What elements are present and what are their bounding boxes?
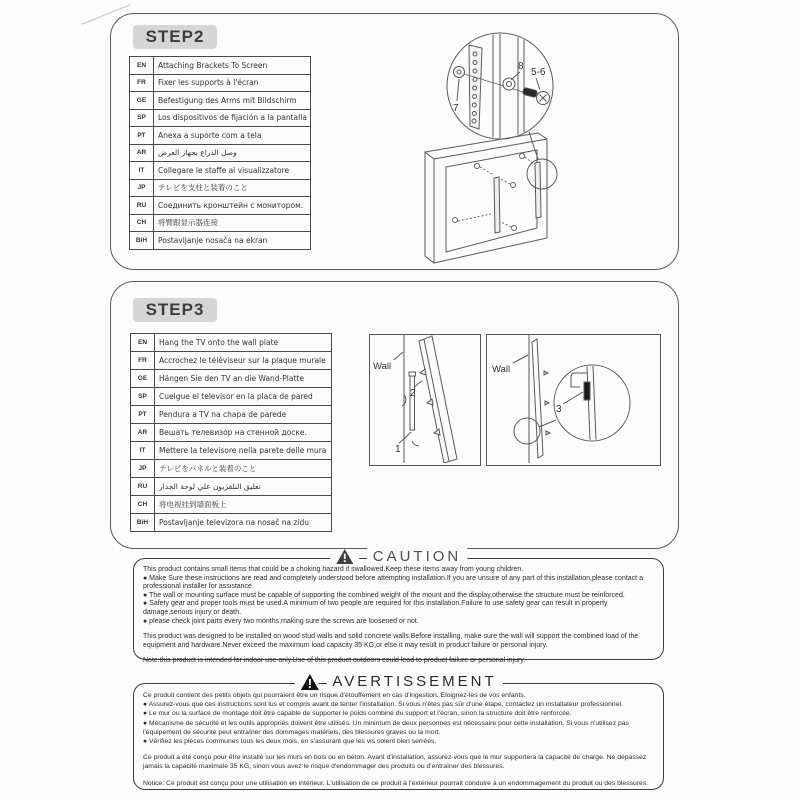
caution-paragraph: This product contains small items that could be a choking hazard if swallowed.Keep these items away from young children. <box>143 566 524 573</box>
table-row <box>131 334 332 352</box>
wall-label: Wall <box>373 361 392 372</box>
lang-text: 将臂跟显示器连接 <box>154 214 311 232</box>
diagram-label-3: 3 <box>556 404 562 415</box>
lang-code: GE <box>131 370 155 388</box>
lang-code: CH <box>130 214 154 232</box>
table-row <box>130 232 311 250</box>
avertissement-box <box>133 673 664 790</box>
avertissement-title: AVERTISSEMENT <box>326 673 502 690</box>
step3-title: STEP3 <box>133 298 217 322</box>
lang-text: Вешать телевизор на стенной доске. <box>155 424 332 442</box>
table-row <box>130 197 311 215</box>
table-row <box>130 162 311 180</box>
lang-text: テレビをパネルと装着のこと <box>155 460 332 478</box>
caution-title: CAUTION <box>367 548 468 565</box>
caution-text <box>143 566 654 666</box>
diagram-label-1: 1 <box>395 444 401 455</box>
avertissement-paragraph: ● Assurez-vous que ces instructions sont lus et compris avant de tenter l'installation. Si vous n'êtes pas sûr d'une étape, contactez un installateur professionnel. <box>143 701 623 709</box>
lang-code: FR <box>130 74 154 92</box>
lang-code: AR <box>130 144 154 162</box>
lang-text: Соединить кронштейн с монитором. <box>154 197 311 215</box>
table-row <box>131 406 332 424</box>
caution-heading <box>330 548 468 565</box>
table-row <box>130 179 311 197</box>
lang-code: PT <box>130 127 154 145</box>
avertissement-text <box>143 691 654 788</box>
tv-side-view <box>419 336 457 463</box>
lang-text: Collegare le staffe al visualizzatore <box>154 162 311 180</box>
wall-label: Wall <box>492 364 511 375</box>
lang-text: Befestigung des Arms mit Bildschirm <box>154 92 311 110</box>
table-row <box>131 442 332 460</box>
lang-text: Hängen Sie den TV an die Wand-Platte <box>155 370 332 388</box>
lang-text: Postavljanje televizora na nosač na zidu <box>155 514 332 532</box>
lang-code: IT <box>130 162 154 180</box>
caution-paragraph: This product was designed to be installed on wood stud walls and solid concrete walls.Before installing, make sure the wall will support the combined load of the equipment and hardware.Never exceed the maximum load capacity 35 KG,or else it may result in product failure or personal injury. <box>143 633 639 649</box>
diagram-label-5-6: 5-6 <box>531 67 546 78</box>
rotate-arrow <box>412 441 419 446</box>
lang-code: RU <box>131 478 155 496</box>
lang-code: BiH <box>130 232 154 250</box>
table-row <box>131 478 332 496</box>
table-row <box>130 74 311 92</box>
caution-paragraph: ● please check joint parts every two months,making sure the screws are loosened or not. <box>143 617 419 625</box>
avertissement-heading <box>294 673 502 690</box>
caution-paragraph: ● Safety gear and proper tools must be used.A minimum of two people are required for this installation.Failure to use safety gear can result in property damage,serious injury or death. <box>143 600 608 616</box>
avertissement-paragraph: Ce produit a été conçu pour être installé sur les murs en bois ou en béton. Avant d'installation, assurez-vous que le mur supportera la capacité de charge. Ne dépassez jamais la capacité maximale 35 KG, sinon vous avez le risque d'endommager des produits ou d'entraîner des blessures. <box>143 754 647 771</box>
lang-code: SP <box>130 109 154 127</box>
washer-part <box>503 78 515 90</box>
avertissement-paragraph: Notice: Ce produit est conçu pour une utilisation en intérieur. L'utilisation de ce produit à l'extérieur pourrait conduire à un endommagement du produit ou des blessures. <box>143 779 649 787</box>
lang-code: AR <box>131 424 155 442</box>
lang-text: Accrochez le téléviseur sur la plaque murale <box>155 352 332 370</box>
warning-icon <box>294 674 318 690</box>
table-row <box>131 460 332 478</box>
avertissement-paragraph: ● Le mur ou la surface de montage doit être capable de supporter le poids combiné du support et l'écran, sinon la structure doit être renforcée. <box>143 710 572 718</box>
lang-text: تعليق التلفزيون علي لوحة الجدار <box>155 478 332 496</box>
step2-language-table <box>129 56 311 250</box>
lang-text: Attaching Brackets To Screen <box>154 57 311 75</box>
lang-text: وصل الذراع بجهاز العرض <box>154 144 311 162</box>
avertissement-paragraph: Ce produit contient des petits objets qui pourraient être un risque d'étouffement en cas d'ingestion. Eloignez-les de vos enfants. <box>143 692 526 699</box>
lang-text: Hang the TV onto the wall plate <box>155 334 332 352</box>
table-row <box>131 514 332 532</box>
caution-paragraph: ● The wall or mounting surface must be capable of supporting the combined weight of the mount and the display,otherwise the structure must be reinforced. <box>143 591 625 599</box>
table-row <box>131 496 332 514</box>
step3-diagram-locked <box>486 334 661 466</box>
table-row <box>131 424 332 442</box>
screw-part <box>522 87 549 104</box>
lang-text: Fixer les supports à l'écran <box>154 74 311 92</box>
lang-code: RU <box>130 197 154 215</box>
table-row <box>131 388 332 406</box>
lang-text: Anexa a suporte com a tela <box>154 127 311 145</box>
table-row <box>130 214 311 232</box>
lang-text: Cuelgue el televisor en la placa de pared <box>155 388 332 406</box>
step2-title: STEP2 <box>133 25 217 49</box>
table-row <box>131 370 332 388</box>
lang-code: GE <box>130 92 154 110</box>
lang-code: PT <box>131 406 155 424</box>
step2-panel <box>110 13 679 270</box>
lang-text: Postavljanje nosača na ekran <box>154 232 311 250</box>
table-row <box>130 92 311 110</box>
step2-diagram <box>421 16 676 266</box>
mounting-screws <box>453 154 535 231</box>
step3-language-table <box>130 333 332 532</box>
caution-box <box>133 548 664 665</box>
wall-plate <box>409 372 416 430</box>
table-row <box>130 127 311 145</box>
avertissement-paragraph: ● Vérifiez les pièces communes tous les deux mois, en s'assurant que les vis soient bien serrées. <box>143 738 437 746</box>
table-row <box>130 57 311 75</box>
lang-code: JP <box>131 460 155 478</box>
step3-panel <box>110 281 679 549</box>
diagram-label-2: 2 <box>410 388 416 399</box>
lang-code: BiH <box>131 514 155 532</box>
lang-code: IT <box>131 442 155 460</box>
table-row <box>131 352 332 370</box>
lang-text: Mettere la televisore nella parete delle mura <box>155 442 332 460</box>
caution-paragraph: ● Make Sure these instructions are read and completely understood before attempting installation.If you are unsure of any part of this installation,please contact a professional installer for assistance. <box>143 574 643 591</box>
detail-circle <box>461 32 543 140</box>
lang-code: FR <box>131 352 155 370</box>
lang-code: SP <box>131 388 155 406</box>
lang-code: EN <box>131 334 155 352</box>
lang-text: Los dispositivos de fijación a la pantalla <box>154 109 311 127</box>
lang-code: CH <box>131 496 155 514</box>
lang-code: JP <box>130 179 154 197</box>
spacer-part <box>454 67 465 78</box>
lang-code: EN <box>130 57 154 75</box>
lang-text: テレビを支柱と装着のこと <box>154 179 311 197</box>
table-row <box>130 144 311 162</box>
step3-diagram-tilt <box>369 334 481 466</box>
tv-side-view <box>532 339 550 458</box>
diagram-label-8: 8 <box>518 61 524 72</box>
table-row <box>130 109 311 127</box>
warning-icon <box>330 549 359 564</box>
lang-text: 将电视挂到墙面板上 <box>155 496 332 514</box>
avertissement-paragraph: ● Mécanisme de sécurité et les outils appropriés doivent être utilisés. Un minimum de deux personnes est nécessaire pour cette installation. Si vous n'utilisez pas l'équipement de sécurité peut entraîner des dommages matériels, des blessures graves ou la mort. <box>143 719 629 736</box>
lang-text: Pendura a TV na chapa de parede <box>155 406 332 424</box>
lock-detail <box>563 366 596 440</box>
tv-back-illustration <box>425 133 557 263</box>
caution-paragraph: Note:this product is intended for indoor use only.Use of this product outdoors could lead to product failure or personal injury. <box>143 657 526 665</box>
diagram-label-7: 7 <box>453 103 459 114</box>
